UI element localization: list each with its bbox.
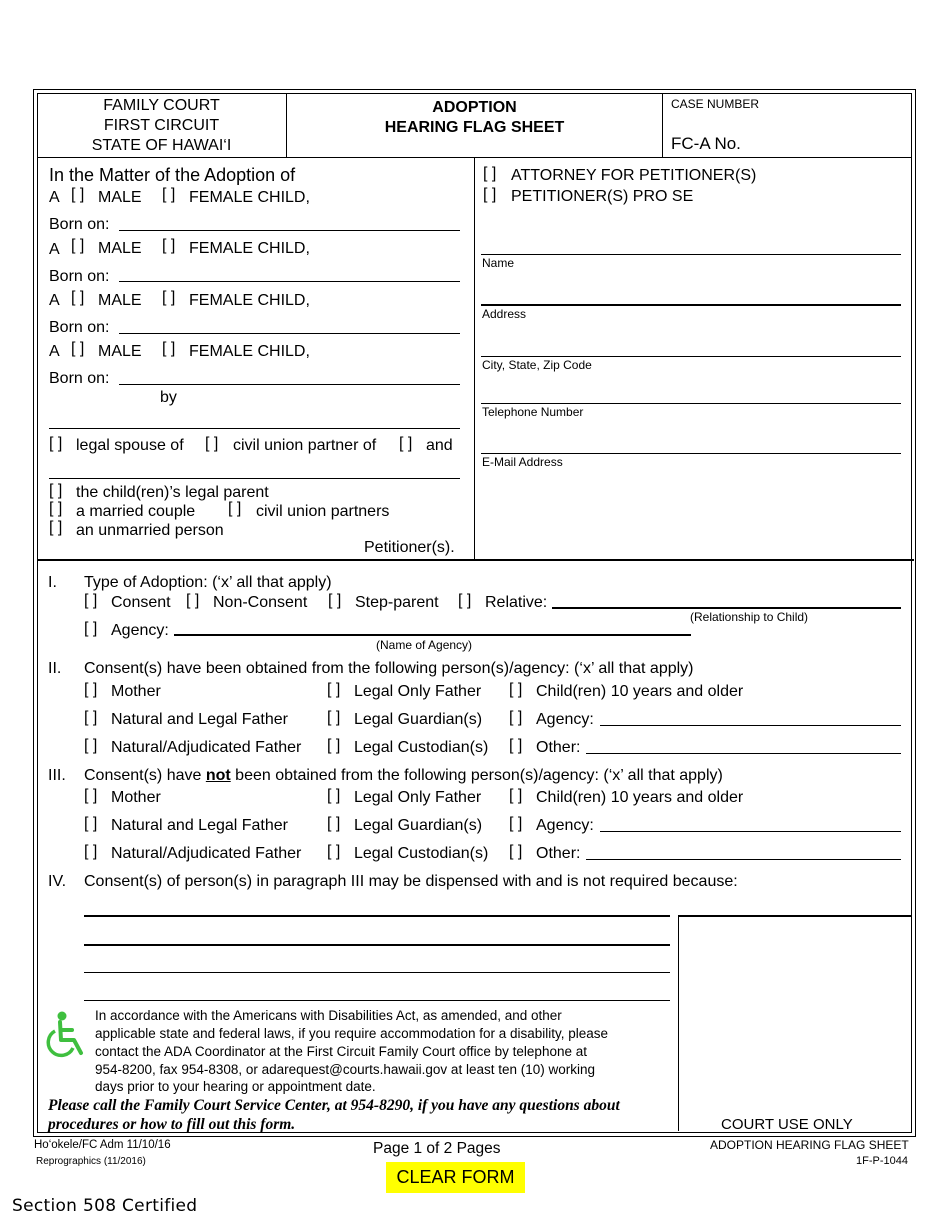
agency-field[interactable]	[174, 634, 691, 636]
email-field[interactable]	[481, 453, 901, 454]
female-label: FEMALE CHILD,	[189, 189, 310, 206]
s3-mother-label: Mother	[111, 789, 161, 806]
case-number-prefix: FC-A No.	[671, 134, 741, 153]
pro-se-checkbox[interactable]: [ ]	[483, 186, 497, 203]
service-center-line2: procedures or how to fill out this form.	[48, 1116, 296, 1133]
attorney-checkbox[interactable]: [ ]	[483, 165, 497, 182]
relative-checkbox[interactable]: [ ]	[458, 592, 472, 609]
relative-field[interactable]	[552, 607, 901, 609]
caption-bottom-line	[37, 559, 914, 561]
married-couple-label: a married couple	[76, 503, 196, 520]
legal-spouse-checkbox[interactable]: [ ]	[49, 435, 63, 452]
child-prefix: A	[49, 189, 60, 206]
name-label: Name	[482, 256, 515, 270]
address-field-1[interactable]	[481, 304, 901, 306]
section-2-numeral: II.	[48, 660, 62, 677]
s3-legal-custodian-checkbox[interactable]: [ ]	[327, 843, 341, 860]
s2-agency-field[interactable]	[600, 725, 901, 726]
s2-children-checkbox[interactable]: [ ]	[509, 681, 523, 698]
s2-legal-custodian-checkbox[interactable]: [ ]	[327, 737, 341, 754]
s3-legal-guardian-checkbox[interactable]: [ ]	[327, 815, 341, 832]
address-label: Address	[482, 307, 527, 321]
born-on-field-4[interactable]	[119, 384, 460, 385]
attorney-label: ATTORNEY FOR PETITIONER(S)	[511, 167, 757, 184]
relationship-label: (Relationship to Child)	[690, 610, 809, 624]
legal-parent-checkbox[interactable]: [ ]	[49, 482, 63, 499]
ada-text-line1: In accordance with the Americans with Disabilities Act, as amended, and other	[95, 1008, 562, 1023]
reason-line-3[interactable]	[84, 972, 670, 973]
form-number: 1F-P-1044	[856, 1155, 908, 1167]
case-number-label: CASE NUMBER	[671, 97, 760, 111]
non-consent-label: Non-Consent	[213, 594, 308, 611]
child-prefix: A	[49, 292, 60, 309]
male-checkbox-1[interactable]: [ ]	[71, 186, 85, 203]
phone-field[interactable]	[481, 403, 901, 404]
s3-other-field[interactable]	[586, 859, 901, 860]
female-label: FEMALE CHILD,	[189, 240, 310, 257]
page-number: Page 1 of 2 Pages	[373, 1140, 501, 1157]
step-parent-label: Step-parent	[355, 594, 439, 611]
legal-spouse-label: legal spouse of	[76, 437, 184, 454]
ada-text-line5: days prior to your hearing or appointment date.	[95, 1079, 376, 1094]
second-petitioner-field[interactable]	[49, 478, 460, 479]
female-label: FEMALE CHILD,	[189, 343, 310, 360]
s3-natural-adjudicated-father-checkbox[interactable]: [ ]	[84, 843, 98, 860]
s2-legal-only-father-checkbox[interactable]: [ ]	[327, 681, 341, 698]
male-label: MALE	[98, 189, 142, 206]
born-on-field-3[interactable]	[119, 333, 460, 334]
born-on-label: Born on:	[49, 319, 110, 336]
s2-agency-checkbox[interactable]: [ ]	[509, 709, 523, 726]
male-label: MALE	[98, 343, 142, 360]
and-label: and	[426, 437, 453, 454]
ada-text-line3: contact the ADA Coordinator at the First Circuit Family Court office by telephone at	[95, 1044, 587, 1059]
court-use-label: COURT USE ONLY	[721, 1116, 853, 1133]
city-label: City, State, Zip Code	[482, 358, 592, 372]
female-checkbox-1[interactable]: [ ]	[162, 186, 176, 203]
caption-divider	[474, 157, 475, 560]
form-title-line2: HEARING FLAG SHEET	[384, 119, 565, 136]
section-1-numeral: I.	[48, 574, 57, 591]
married-couple-checkbox[interactable]: [ ]	[49, 500, 63, 517]
born-on-field-2[interactable]	[119, 281, 460, 282]
non-consent-checkbox[interactable]: [ ]	[186, 592, 200, 609]
legal-parent-label: the child(ren)’s legal parent	[76, 484, 269, 501]
ada-text-line2: applicable state and federal laws, if you require accommodation for a disability, please	[95, 1026, 609, 1041]
civil-union-partners-checkbox[interactable]: [ ]	[228, 500, 242, 517]
male-label: MALE	[98, 292, 142, 309]
agency-name-label: (Name of Agency)	[376, 638, 473, 652]
phone-label: Telephone Number	[482, 405, 584, 419]
section-508-label: Section 508 Certified	[12, 1196, 198, 1216]
female-checkbox-2[interactable]: [ ]	[162, 237, 176, 254]
section-3-title-not: not	[205, 767, 231, 784]
born-on-label: Born on:	[49, 370, 110, 387]
form-title-line1: ADOPTION	[432, 99, 517, 116]
s3-other-label: Other:	[536, 845, 581, 862]
s2-legal-custodian-label: Legal Custodian(s)	[354, 739, 489, 756]
reason-line-1[interactable]	[84, 915, 670, 917]
and-checkbox[interactable]: [ ]	[399, 435, 413, 452]
agency-checkbox[interactable]: [ ]	[84, 620, 98, 637]
male-checkbox-3[interactable]: [ ]	[71, 289, 85, 306]
s2-mother-label: Mother	[111, 683, 161, 700]
s2-natural-adjudicated-father-checkbox[interactable]: [ ]	[84, 737, 98, 754]
civil-union-partner-checkbox[interactable]: [ ]	[205, 435, 219, 452]
petitioners-label: Petitioner(s).	[364, 539, 455, 556]
s3-agency-checkbox[interactable]: [ ]	[509, 815, 523, 832]
s3-legal-guardian-label: Legal Guardian(s)	[354, 817, 483, 834]
court-name-line1: FAMILY COURT	[103, 97, 220, 114]
agency-label: Agency:	[111, 622, 169, 639]
section-3-title-pre: Consent(s) have	[84, 767, 206, 784]
s2-other-label: Other:	[536, 739, 581, 756]
s3-legal-only-father-label: Legal Only Father	[354, 789, 482, 806]
section-3-numeral: III.	[48, 767, 66, 784]
s3-natural-legal-father-label: Natural and Legal Father	[111, 817, 288, 834]
s2-other-field[interactable]	[586, 753, 901, 754]
ada-text-line4: 954-8200, fax 954-8308, or adarequest@courts.hawaii.gov at least ten (10) working	[95, 1062, 596, 1077]
male-checkbox-4[interactable]: [ ]	[71, 340, 85, 357]
reason-line-2[interactable]	[84, 944, 670, 946]
born-on-label: Born on:	[49, 216, 110, 233]
unmarried-person-label: an unmarried person	[76, 522, 224, 539]
female-checkbox-4[interactable]: [ ]	[162, 340, 176, 357]
name-field[interactable]	[481, 254, 901, 255]
s2-mother-checkbox[interactable]: [ ]	[84, 681, 98, 698]
s2-legal-guardian-checkbox[interactable]: [ ]	[327, 709, 341, 726]
s3-agency-field[interactable]	[600, 831, 901, 832]
s2-children-label: Child(ren) 10 years and older	[536, 683, 744, 700]
court-use-box-top	[678, 915, 912, 917]
s2-agency-label: Agency:	[536, 711, 594, 728]
s2-natural-legal-father-checkbox[interactable]: [ ]	[84, 709, 98, 726]
s2-legal-only-father-label: Legal Only Father	[354, 683, 482, 700]
s3-agency-label: Agency:	[536, 817, 594, 834]
section-3-title	[84, 767, 723, 785]
section-3-title-post: been obtained from the following person(s)/agency: (‘x’ all that apply)	[230, 767, 723, 784]
petitioner-name-field[interactable]	[49, 428, 460, 429]
female-checkbox-3[interactable]: [ ]	[162, 289, 176, 306]
s3-natural-adjudicated-father-label: Natural/Adjudicated Father	[111, 845, 302, 862]
born-on-field-1[interactable]	[119, 230, 460, 231]
s2-natural-adjudicated-father-label: Natural/Adjudicated Father	[111, 739, 302, 756]
s2-natural-legal-father-label: Natural and Legal Father	[111, 711, 288, 728]
form-id-left: Ho‘okele/FC Adm 11/10/16	[34, 1139, 171, 1151]
child-prefix: A	[49, 241, 60, 258]
s3-other-checkbox[interactable]: [ ]	[509, 843, 523, 860]
s3-legal-only-father-checkbox[interactable]: [ ]	[327, 787, 341, 804]
clear-form-button[interactable]: CLEAR FORM	[386, 1162, 525, 1193]
court-name-line3: STATE OF HAWAI‘I	[91, 137, 232, 154]
relative-label: Relative:	[485, 594, 548, 611]
city-field[interactable]	[481, 356, 901, 357]
section-1-title: Type of Adoption: (‘x’ all that apply)	[84, 574, 332, 591]
wheelchair-icon	[40, 1010, 90, 1058]
s2-other-checkbox[interactable]: [ ]	[509, 737, 523, 754]
court-name-line2: FIRST CIRCUIT	[103, 117, 220, 134]
s3-natural-legal-father-checkbox[interactable]: [ ]	[84, 815, 98, 832]
by-label: by	[160, 389, 177, 406]
header-divider-2	[662, 93, 663, 157]
court-use-box-left	[678, 915, 679, 1131]
male-checkbox-2[interactable]: [ ]	[71, 237, 85, 254]
pro-se-label: PETITIONER(S) PRO SE	[511, 188, 694, 205]
consent-label: Consent	[111, 594, 171, 611]
civil-union-partners-label: civil union partners	[256, 503, 390, 520]
section-2-title: Consent(s) have been obtained from the following person(s)/agency: (‘x’ all that apply)	[84, 660, 694, 677]
section-4-title: Consent(s) of person(s) in paragraph III may be dispensed with and is not required because:	[84, 873, 738, 890]
s3-children-checkbox[interactable]: [ ]	[509, 787, 523, 804]
born-on-label: Born on:	[49, 268, 110, 285]
female-label: FEMALE CHILD,	[189, 292, 310, 309]
form-title-footer: ADOPTION HEARING FLAG SHEET	[710, 1138, 909, 1152]
male-label: MALE	[98, 240, 142, 257]
consent-checkbox[interactable]: [ ]	[84, 592, 98, 609]
s3-mother-checkbox[interactable]: [ ]	[84, 787, 98, 804]
service-center-line1: Please call the Family Court Service Center, at 954-8290, if you have any questions about	[48, 1097, 620, 1114]
reprographics-label: Reprographics (11/2016)	[36, 1156, 146, 1167]
s2-legal-guardian-label: Legal Guardian(s)	[354, 711, 483, 728]
email-label: E-Mail Address	[482, 455, 563, 469]
child-prefix: A	[49, 343, 60, 360]
s3-children-label: Child(ren) 10 years and older	[536, 789, 744, 806]
matter-title: In the Matter of the Adoption of	[49, 165, 296, 185]
section-4-numeral: IV.	[48, 873, 67, 890]
step-parent-checkbox[interactable]: [ ]	[328, 592, 342, 609]
case-number-input[interactable]	[742, 132, 902, 154]
civil-union-partner-label: civil union partner of	[233, 437, 377, 454]
s3-legal-custodian-label: Legal Custodian(s)	[354, 845, 489, 862]
unmarried-person-checkbox[interactable]: [ ]	[49, 519, 63, 536]
reason-line-4[interactable]	[84, 1000, 670, 1001]
